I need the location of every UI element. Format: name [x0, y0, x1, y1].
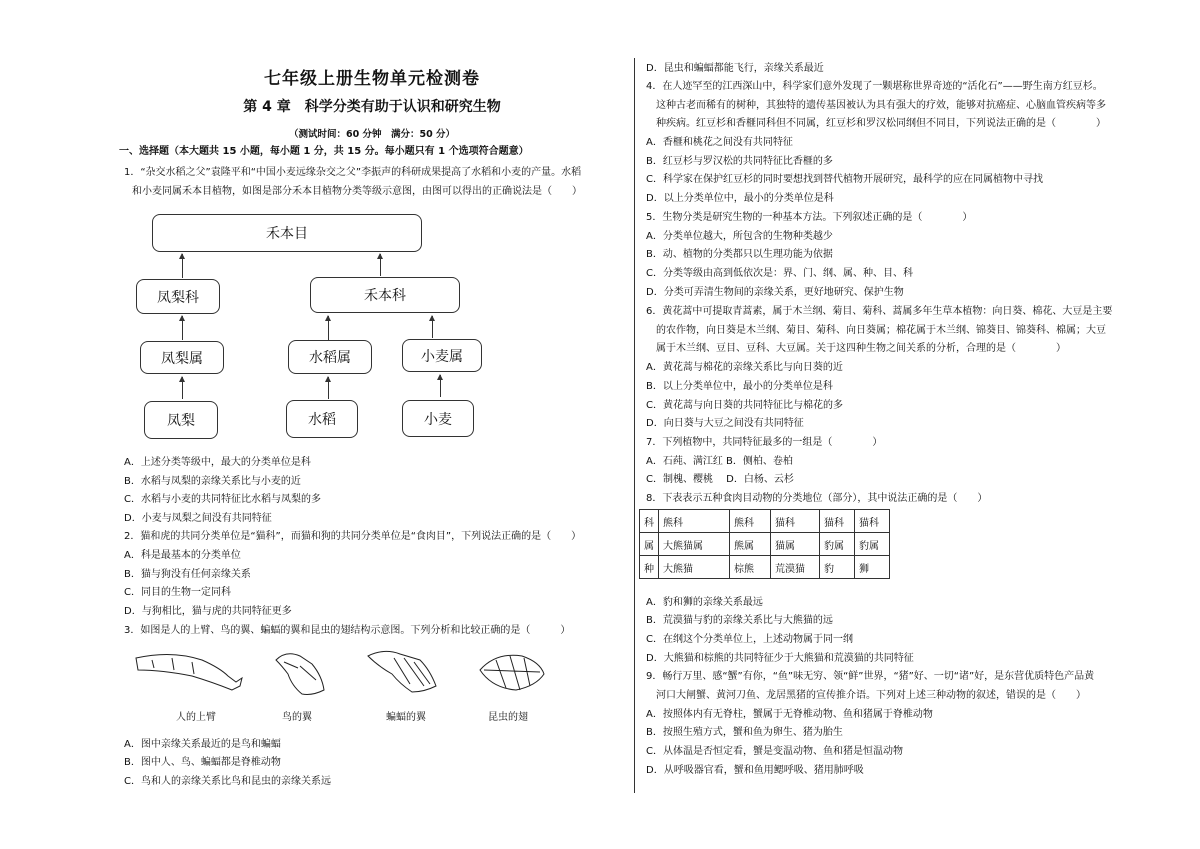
- node-genus-triticum: 小麦属: [402, 339, 482, 372]
- option: A．分类单位越大，所包含的生物种类越少: [646, 231, 833, 242]
- exam-info: （测试时间：60 分钟 满分：50 分）: [288, 129, 456, 140]
- option: A．图中亲缘关系最近的是鸟和蝙蝠: [124, 739, 281, 750]
- chapter-title: 第 4 章 科学分类有助于认识和研究生物: [243, 99, 501, 115]
- option: D．与狗相比，猫与虎的共同特征更多: [124, 606, 292, 617]
- option: D．小麦与凤梨之间没有共同特征: [124, 513, 272, 524]
- arrow: [328, 316, 329, 340]
- node-family-bromeliaceae: 凤梨科: [136, 279, 220, 314]
- table-cell: 属: [640, 533, 659, 556]
- question-text: 3．如图是人的上臂、鸟的翼、蝙蝠的翼和昆虫的翅结构示意图。下列分析和比较正确的是（ ）: [124, 625, 571, 636]
- option: C．从体温是否恒定看，蟹是变温动物、鱼和猪是恒温动物: [646, 746, 903, 757]
- option: B．红豆杉与罗汉松的共同特征比香榧的多: [646, 156, 833, 167]
- table-row: [640, 533, 890, 556]
- table-cell: 熊科: [730, 510, 771, 533]
- option: B．按照生殖方式，蟹和鱼为卵生、猪为胎生: [646, 727, 843, 738]
- wing-label: 人的上臂: [176, 712, 216, 723]
- question-text: 7．下列植物中，共同特征最多的一组是（ ）: [646, 437, 883, 448]
- table-cell: 大熊猫属: [659, 533, 730, 556]
- page-title: 七年级上册生物单元检测卷: [264, 69, 480, 89]
- table-cell: 熊属: [730, 533, 771, 556]
- wing-label: 蝙蝠的翼: [386, 712, 426, 723]
- option: B．动、植物的分类都只以生理功能为依据: [646, 249, 833, 260]
- option: D．昆虫和蝙蝠都能飞行，亲缘关系最近: [646, 63, 824, 74]
- table-row: [640, 556, 890, 579]
- option: A．石莼、满江红 B．侧柏、卷柏: [646, 456, 793, 467]
- column-divider: [634, 58, 635, 793]
- wing-label: 昆虫的翅: [488, 712, 528, 723]
- node-family-poaceae: 禾本科: [310, 277, 460, 313]
- question-text: 6．黄花蒿中可提取青蒿素，属于木兰纲、菊目、菊科、蒿属多年生草本植物：向日葵、棉花、大豆是主要: [646, 306, 1113, 317]
- table-cell: 科: [640, 510, 659, 533]
- arrow: [432, 316, 433, 338]
- option: B．以上分类单位中，最小的分类单位是科: [646, 381, 833, 392]
- option: C．同目的生物一定同科: [124, 587, 231, 598]
- option: D．以上分类单位中，最小的分类单位是科: [646, 193, 834, 204]
- human-arm-icon: [136, 654, 242, 690]
- table-cell: 猫属: [771, 533, 820, 556]
- node-species-wheat: 小麦: [402, 400, 474, 437]
- option: A．按照体内有无脊柱，蟹属于无脊椎动物、鱼和猪属于脊椎动物: [646, 709, 933, 720]
- node-order: 禾本目: [152, 214, 422, 252]
- arrow: [440, 375, 441, 397]
- table-cell: 豹属: [855, 533, 890, 556]
- option: B．水稻与凤梨的亲缘关系比与小麦的近: [124, 476, 301, 487]
- arrow: [328, 377, 329, 399]
- option: A．香榧和桃花之间没有共同特征: [646, 137, 793, 148]
- node-species-rice: 水稻: [286, 400, 358, 438]
- question-text: 这种古老而稀有的树种，其独特的遗传基因被认为具有强大的疗效，能够对抗癌症、心脑血管疾病等多: [656, 100, 1106, 111]
- option: C．制槐、樱桃 D．白杨、云杉: [646, 474, 794, 485]
- table-cell: 种: [640, 556, 659, 579]
- limb-illustrations: [132, 646, 612, 704]
- wing-label: 鸟的翼: [282, 712, 312, 723]
- option: D．向日葵与大豆之间没有共同特征: [646, 418, 804, 429]
- table-cell: 猫科: [771, 510, 820, 533]
- option: C．分类等级由高到低依次是：界、门、纲、属、种、目、科: [646, 268, 913, 279]
- question-text: 河口大闸蟹、黄河刀鱼、龙居黑猪的宣传推介语。下列对上述三种动物的叙述，错误的是（ ）: [656, 690, 1086, 701]
- table-cell: 大熊猫: [659, 556, 730, 579]
- option: D．大熊猫和棕熊的共同特征少于大熊猫和荒漠猫的共同特征: [646, 653, 914, 664]
- option: B．猫与狗没有任何亲缘关系: [124, 569, 251, 580]
- table-cell: 熊科: [659, 510, 730, 533]
- option: D．分类可弄清生物间的亲缘关系，更好地研究、保护生物: [646, 287, 904, 298]
- table-cell: 猫科: [820, 510, 855, 533]
- option: C．水稻与小麦的共同特征比水稻与凤梨的多: [124, 494, 321, 505]
- table-row: [640, 510, 890, 533]
- question-text: 1．“杂交水稻之父”袁隆平和“中国小麦远缘杂交之父”李振声的科研成果提高了水稻和小麦的产量。水稻: [124, 167, 582, 178]
- arrow: [380, 254, 381, 276]
- node-genus-ananas: 凤梨属: [140, 341, 224, 374]
- insect-wing-icon: [480, 655, 544, 690]
- bird-wing-icon: [276, 654, 324, 695]
- option: D．从呼吸器官看，蟹和鱼用鳃呼吸、猪用肺呼吸: [646, 765, 864, 776]
- option: C．科学家在保护红豆杉的同时要想找到替代植物开展研究，最科学的应在同属植物中寻找: [646, 174, 1043, 185]
- option: C．在纲这个分类单位上，上述动物属于同一纲: [646, 634, 853, 645]
- question-text: 5．生物分类是研究生物的一种基本方法。下列叙述正确的是（ ）: [646, 212, 973, 223]
- arrow: [182, 254, 183, 278]
- option: B．荒漠猫与豹的亲缘关系比与大熊猫的远: [646, 615, 833, 626]
- question-text: 4．在人迹罕至的江西深山中，科学家们意外发现了一颗堪称世界奇迹的“活化石”——野生南方红豆杉。: [646, 81, 1103, 92]
- classification-table: [639, 509, 890, 579]
- table-cell: 豹: [820, 556, 855, 579]
- table-cell: 狮: [855, 556, 890, 579]
- table-cell: 猫科: [855, 510, 890, 533]
- option: A．豹和狮的亲缘关系最远: [646, 597, 763, 608]
- table-cell: 棕熊: [730, 556, 771, 579]
- option: A．黄花蒿与棉花的亲缘关系比与向日葵的近: [646, 362, 843, 373]
- question-text: 9．畅行万里、感“蟹”有你，“鱼”味无穷、领“鲜”世界，“猪”好、一切“诸”好，是东营优质特色产品黄: [646, 671, 1095, 682]
- question-text: 8．下表表示五种食肉目动物的分类地位（部分），其中说法正确的是（ ）: [646, 493, 988, 504]
- option: B．图中人、鸟、蝙蝠都是脊椎动物: [124, 757, 281, 768]
- question-text: 的农作物，向日葵是木兰纲、菊目、菊科、向日葵属；棉花属于木兰纲、锦葵目、锦葵科、棉属；大豆: [656, 325, 1106, 336]
- table-cell: 豹属: [820, 533, 855, 556]
- question-text: 属于木兰纲、豆目、豆科、大豆属。关于这四种生物之间关系的分析，合理的是（ ）: [656, 343, 1066, 354]
- option: A．上述分类等级中，最大的分类单位是科: [124, 457, 311, 468]
- section-heading: 一、选择题（本大题共 15 小题，每小题 1 分，共 15 分。每小题只有 1 个选项符合题意）: [119, 146, 529, 157]
- question-text: 2．猫和虎的共同分类单位是“猫科”，而猫和狗的共同分类单位是“食肉目”，下列说法正确的是（ ）: [124, 531, 582, 542]
- question-text: 种疾病。红豆杉和香榧同科但不同属，红豆杉和罗汉松同纲但不同目，下列说法正确的是（ ）: [656, 118, 1106, 129]
- question-text: 和小麦同属禾本目植物，如图是部分禾本目植物分类等级示意图，由图可以得出的正确说法是（ ）: [132, 186, 582, 197]
- option: C．鸟和人的亲缘关系比鸟和昆虫的亲缘关系远: [124, 776, 331, 787]
- option: A．科是最基本的分类单位: [124, 550, 241, 561]
- option: C．黄花蒿与向日葵的共同特征比与棉花的多: [646, 400, 843, 411]
- arrow: [182, 316, 183, 340]
- node-genus-oryza: 水稻属: [288, 340, 372, 374]
- node-species-pineapple: 凤梨: [144, 401, 218, 439]
- bat-wing-icon: [368, 651, 436, 692]
- table-cell: 荒漠猫: [771, 556, 820, 579]
- arrow: [182, 377, 183, 399]
